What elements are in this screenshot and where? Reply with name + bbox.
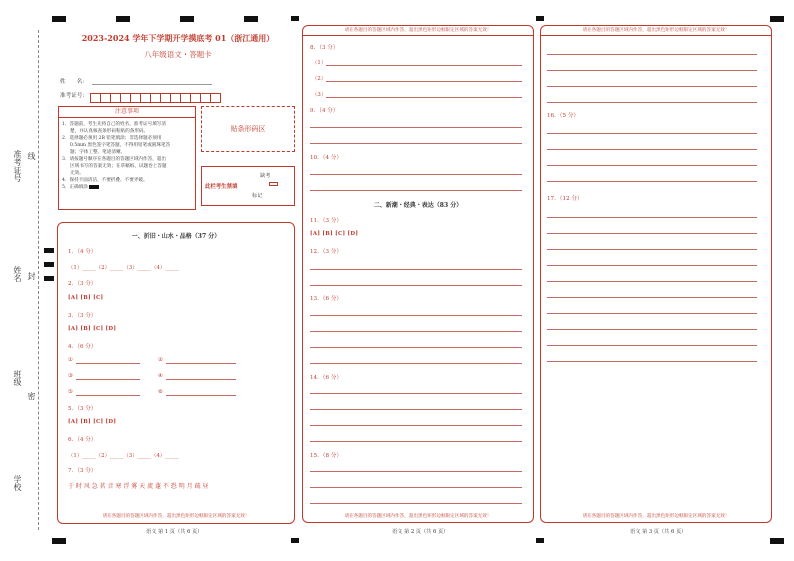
q6-label: 6．（4 分） — [68, 437, 97, 443]
answer-line[interactable] — [547, 54, 757, 55]
page-footer: 语文 第 2 页（共 6 页） — [392, 529, 449, 535]
note-line: 无效。 — [70, 171, 84, 176]
q1-label: 1．（4 分） — [68, 249, 97, 255]
timing-mark — [180, 16, 194, 22]
binding-seal-label: 封 — [27, 272, 36, 280]
divider — [540, 35, 772, 36]
binding-exam-no: 准考证号 — [13, 150, 22, 182]
note-line: 0.5mm 黑色签字笔答题，不得用铅笔或圆珠笔答 — [70, 143, 171, 148]
notice-text: 请在各题目的答题区域内作答，超出黑色矩形边框限定区域的答案无效！ — [582, 514, 730, 519]
page-subtitle: 八年级语文・答题卡 — [144, 50, 212, 59]
q10-answer-line[interactable] — [310, 190, 522, 191]
q8-answer-line[interactable] — [326, 97, 522, 98]
q17-answer-line[interactable] — [547, 281, 757, 282]
q4-mark: ⑥ — [158, 389, 163, 395]
q8-answer-line[interactable] — [326, 65, 522, 66]
q4-answer-line[interactable] — [166, 395, 236, 396]
page-footer: 语文 第 1 页（共 6 页） — [146, 529, 203, 535]
timing-mark — [770, 16, 784, 22]
absent-checkbox[interactable] — [269, 182, 278, 186]
q4-answer-line[interactable] — [166, 363, 236, 364]
name-input-line[interactable] — [92, 84, 212, 85]
q13-answer-line[interactable] — [310, 331, 522, 332]
q2-label: 2．（3 分） — [68, 281, 97, 287]
notice-text: 请在各题目的答题区域内作答，超出黑色矩形边框限定区域的答案无效！ — [344, 28, 492, 33]
binding-line — [38, 30, 39, 530]
q12-answer-line[interactable] — [310, 269, 522, 270]
q14-answer-line[interactable] — [310, 393, 522, 394]
q13-answer-line[interactable] — [310, 347, 522, 348]
q13-answer-line[interactable] — [310, 315, 522, 316]
note-line: 4．保持卡面清洁，不要折叠、不要弄破。 — [62, 178, 148, 183]
timing-mark — [536, 16, 544, 21]
timing-mark — [244, 16, 258, 22]
timing-mark — [44, 276, 54, 281]
timing-mark — [44, 248, 54, 253]
q10-label: 10．（4 分） — [310, 155, 343, 161]
q16-answer-line[interactable] — [547, 149, 757, 150]
q17-answer-line[interactable] — [547, 297, 757, 298]
page-title: 2023-2024 学年下学期开学摸底考 01（浙江通用） — [81, 33, 275, 43]
timing-mark — [52, 16, 66, 22]
binding-secret-label: 密 — [27, 392, 36, 400]
q5-label: 5．（3 分） — [68, 406, 97, 412]
q8-item: （2） — [312, 76, 327, 82]
binding-class: 班级 — [13, 370, 22, 386]
q3-choices[interactable]: [A] [B] [C] [D] — [68, 326, 117, 332]
q4-mark: ⑤ — [68, 389, 73, 395]
q3-label: 3．（3 分） — [68, 313, 97, 319]
q12-label: 12．（3 分） — [310, 249, 343, 255]
timing-mark — [291, 538, 299, 543]
q17-answer-line[interactable] — [547, 345, 757, 346]
page-footer: 语文 第 3 页（共 6 页） — [630, 529, 687, 535]
q14-answer-line[interactable] — [310, 409, 522, 410]
note-line: 3．请按题号顺序在各题目的答题区域内作答，超出 — [62, 157, 166, 162]
q15-answer-line[interactable] — [310, 471, 522, 472]
q15-answer-line[interactable] — [310, 487, 522, 488]
q4-mark: ④ — [158, 373, 163, 379]
notice-text: 请在各题目的答题区域内作答，超出黑色矩形边框限定区域的答案无效！ — [582, 28, 730, 33]
q15-answer-line[interactable] — [310, 503, 522, 504]
timing-mark — [536, 538, 544, 543]
q8-label: 8．（3 分） — [310, 45, 339, 51]
q17-answer-line[interactable] — [547, 265, 757, 266]
q1-blanks[interactable]: （1）_____（2）_____（3）_____（4）_____ — [68, 265, 179, 271]
q15-label: 15．（8 分） — [310, 453, 343, 459]
timing-mark — [116, 16, 130, 22]
q16-answer-line[interactable] — [547, 181, 757, 182]
q8-answer-line[interactable] — [326, 81, 522, 82]
page3-box — [540, 25, 772, 523]
mark-label: 标记 — [252, 193, 263, 199]
q17-answer-line[interactable] — [547, 361, 757, 362]
q17-answer-line[interactable] — [547, 313, 757, 314]
section1-title: 一、折旧・山水・品格（37 分） — [131, 233, 221, 240]
binding-line-label: 线 — [27, 152, 36, 160]
absent-label: 此栏考生禁填 — [205, 184, 238, 190]
q4-answer-line[interactable] — [76, 379, 140, 380]
filled-mark-sample — [89, 185, 99, 189]
q7-label: 7．（3 分） — [68, 468, 97, 474]
q4-mark: ③ — [68, 373, 73, 379]
q8-item: （1） — [312, 60, 327, 66]
timing-mark — [52, 538, 66, 544]
q4-answer-line[interactable] — [76, 395, 140, 396]
exam-no-grid[interactable] — [90, 88, 220, 100]
q9-answer-line[interactable] — [310, 127, 522, 128]
q16-label: 16．（5 分） — [547, 113, 580, 119]
timing-mark — [770, 538, 784, 544]
q2-choices[interactable]: [A] [B] [C] — [68, 295, 104, 301]
divider — [302, 35, 534, 36]
q14-label: 14．（6 分） — [310, 375, 343, 381]
q13-label: 13．（6 分） — [310, 296, 343, 302]
q6-blanks[interactable]: （1）_____（2）_____（3）_____（4）_____ — [68, 453, 179, 459]
note-line: 2．选择题必须用 2B 铅笔填涂；非选择题必须用 — [62, 136, 162, 141]
q4-mark: ① — [68, 357, 73, 363]
notice-text: 请在各题目的答题区域内作答，超出黑色矩形边框限定区域的答案无效！ — [344, 514, 492, 519]
note-line: 5．正确填涂 — [62, 184, 192, 191]
q14-answer-line[interactable] — [310, 425, 522, 426]
exam-no-label: 准考证号： — [60, 93, 88, 99]
binding-school: 学校 — [13, 475, 22, 491]
note-line: 1．答题前，考生先将自己的姓名，准考证号填写清 — [62, 122, 166, 127]
q4-label: 4．（6 分） — [68, 344, 97, 350]
q16-answer-line[interactable] — [547, 165, 757, 166]
answer-line[interactable] — [547, 86, 757, 87]
q9-answer-line[interactable] — [310, 143, 522, 144]
section2-title: 二、新潮・经典・表达（83 分） — [373, 202, 463, 209]
note-line: 题；字体工整、笔迹清晰。 — [70, 150, 126, 155]
note-line: 区域书写的答案无效；在草稿纸、试题卷上答题 — [70, 164, 167, 169]
q8-item: （3） — [312, 92, 327, 98]
q17-answer-line[interactable] — [547, 329, 757, 330]
timing-mark — [44, 262, 54, 267]
binding-name: 姓名 — [13, 266, 22, 282]
q4-answer-line[interactable] — [166, 379, 236, 380]
q4-answer-line[interactable] — [76, 363, 140, 364]
q11-choices[interactable]: [A] [B] [C] [D] — [310, 231, 359, 237]
missing-exam-label: 缺考 — [260, 173, 271, 179]
q4-mark: ② — [158, 357, 163, 363]
barcode-area: 贴条形码区 — [201, 106, 295, 152]
note-line: 楚，并认真核查条形码粘贴的条形码。 — [70, 129, 149, 134]
notice-text: 请在各题目的答题区域内作答，超出黑色矩形边框限定区域的答案无效！ — [102, 514, 250, 519]
answer-line[interactable] — [547, 102, 757, 103]
q14-answer-line[interactable] — [310, 441, 522, 442]
notes-box — [58, 106, 196, 210]
q12-answer-line[interactable] — [310, 285, 522, 286]
name-label: 姓 名： — [60, 79, 88, 85]
q17-label: 17．（12 分） — [547, 196, 583, 202]
q7-text[interactable]: 于 时 风 急 茗 音 寒 浮 雾 天 流 蓬 不 恐 明 月 疏 昼 — [68, 483, 209, 490]
timing-mark — [291, 16, 299, 21]
q17-answer-line[interactable] — [547, 249, 757, 250]
absent-box — [201, 166, 295, 206]
q5-choices[interactable]: [A] [B] [C] [D] — [68, 419, 117, 425]
page2-box — [302, 25, 534, 523]
q10-answer-line[interactable] — [310, 174, 522, 175]
notes-title: 注意事项 — [59, 107, 195, 118]
q17-answer-line[interactable] — [547, 233, 757, 234]
answer-line[interactable] — [547, 70, 757, 71]
q9-label: 9．（4 分） — [310, 108, 339, 114]
q11-label: 11．（3 分） — [310, 218, 343, 224]
q13-answer-line[interactable] — [310, 363, 522, 364]
q17-answer-line[interactable] — [547, 217, 757, 218]
q16-answer-line[interactable] — [547, 133, 757, 134]
